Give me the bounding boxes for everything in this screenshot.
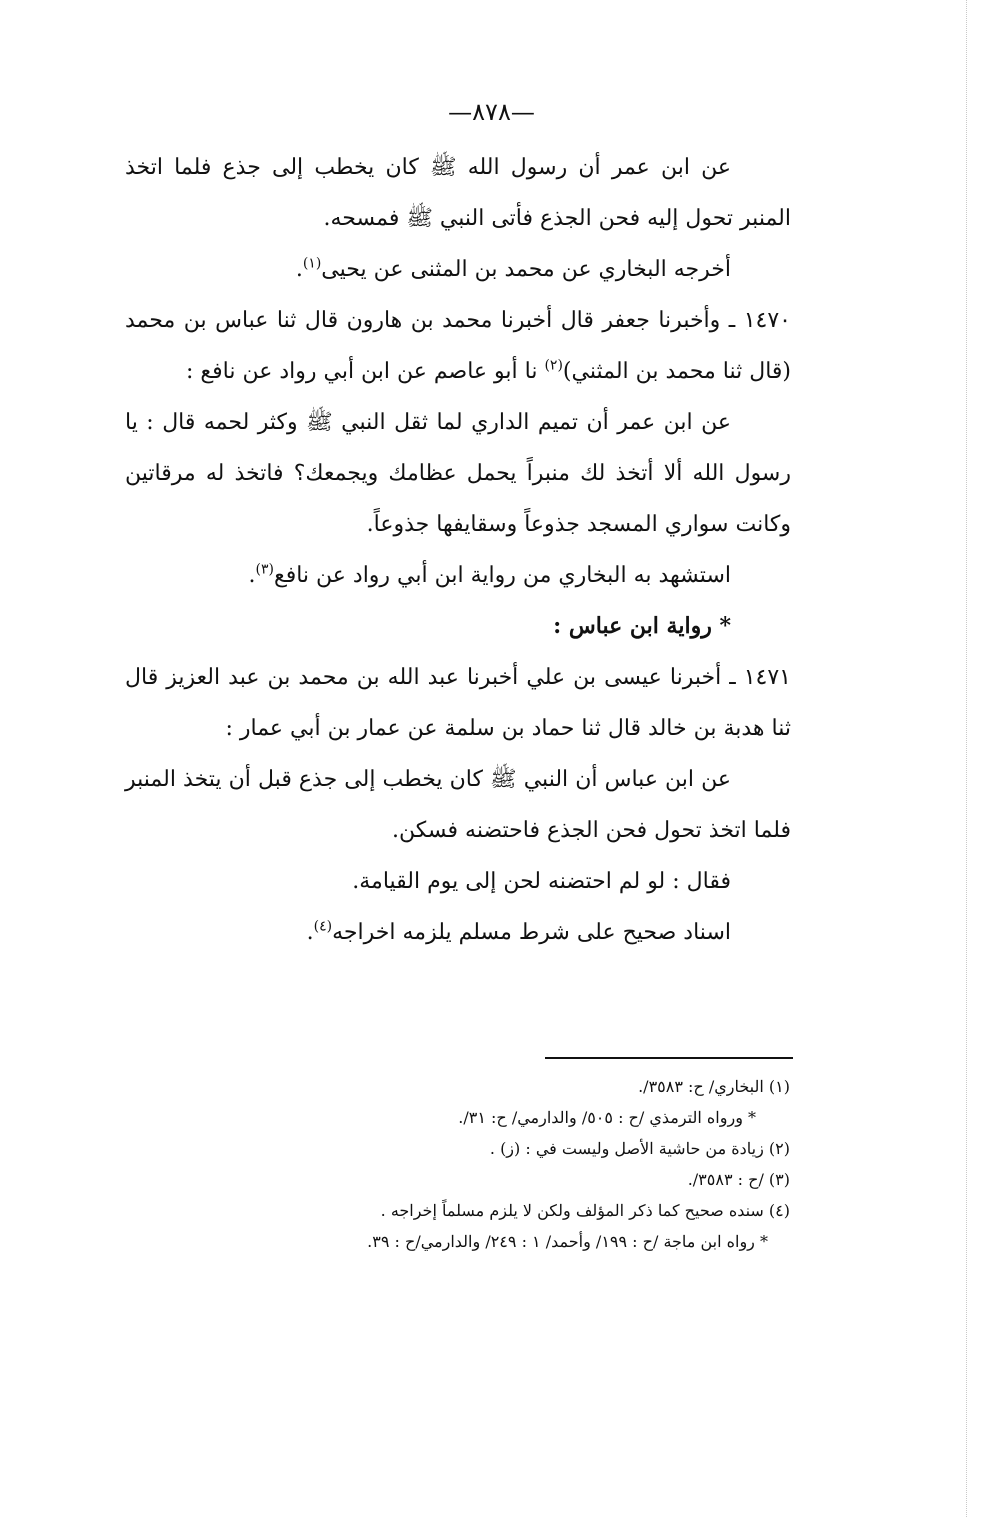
paragraph-istishhad [125, 550, 791, 601]
page-edge-line [966, 0, 967, 1517]
section-heading-ibn-abbas: * رواية ابن عباس : [553, 613, 731, 639]
page-number: —٨٧٨— [448, 98, 535, 126]
isnad-sahih-text: اسناد صحيح على شرط مسلم يلزمه اخراجه [332, 920, 731, 945]
footnote-ref-2: (٢) [544, 357, 563, 374]
footnotes [150, 1071, 790, 1257]
footnote-3: (٣) /ح : ٣٥٨٣/. [687, 1170, 790, 1189]
paragraph-isnad-1471: ١٤٧١ ـ أخبرنا عيسى بن علي أخبرنا عبد الله بن محمد بن عبد العزيز قال ثنا هدبة بن خالد قال ثنا حماد بن سلمة عن عمار بن أبي عمار : [125, 665, 791, 741]
paragraph-takhrij-bukhari [125, 244, 791, 295]
paragraph-hadith-tamim: عن ابن عمر أن تميم الداري لما ثقل النبي ﷺ وكثر لحمه قال : يا رسول الله ألا أتخذ لك منبراً يحمل عظامك ويجمعك؟ فاتخذ له مرقاتين وكانت سواري المسجد جذوعاً وسقايفها جذوعاً. [125, 410, 791, 537]
istishhad-end: . [248, 563, 256, 588]
footnote-4-addendum: * رواه ابن ماجة /ح : ١٩٩/ وأحمد/ ١ : ٢٤٩/ والدارمي/ح : ٣٩. [367, 1232, 768, 1251]
paragraph-isnad-sahih [125, 907, 791, 958]
isnad-1470-b: نا أبو عاصم عن ابن أبي رواد عن نافع : [186, 359, 545, 384]
isnad-1470-a: ١٤٧٠ ـ وأخبرنا جعفر قال أخبرنا محمد بن هارون قال ثنا عباس بن محمد (قال ثنا محمد بن المثني) [125, 308, 791, 384]
isnad-sahih-end: . [306, 920, 314, 945]
footnote-ref-4: (٤) [313, 918, 333, 935]
footnote-ref-3: (٣) [255, 561, 274, 578]
istishhad-text: استشهد به البخاري من رواية ابن أبي رواد عن نافع [273, 563, 731, 588]
footnote-2: (٢) زيادة من حاشية الأصل وليست في : (ز) . [489, 1139, 790, 1158]
paragraph-hadith-ibn-umar: عن ابن عمر أن رسول الله ﷺ كان يخطب إلى جذع فلما اتخذ المنبر تحول إليه فحن الجذع فأتى النبي ﷺ فمسحه. [125, 155, 791, 231]
paragraph-qala: فقال : لو لم احتضنه لحن إلى يوم القيامة. [352, 869, 731, 894]
main-text [125, 142, 791, 958]
takhrij-end: . [295, 257, 303, 282]
paragraph-hadith-ibn-abbas: عن ابن عباس أن النبي ﷺ كان يخطب إلى جذع قبل أن يتخذ المنبر فلما اتخذ تحول فحن الجذع فاحتضنه فسكن. [125, 767, 791, 843]
paragraph-isnad-1470 [125, 295, 791, 397]
footnote-separator [545, 1057, 793, 1059]
takhrij-text: أخرجه البخاري عن محمد بن المثنى عن يحيى [321, 257, 731, 282]
footnote-1: (١) البخاري/ ح: ٣٥٨٣/. [638, 1077, 790, 1096]
footnote-ref-1: (١) [302, 255, 322, 272]
footnote-4: (٤) سنده صحيح كما ذكر المؤلف ولكن لا يلزم مسلماً إخراجه . [380, 1201, 790, 1220]
footnote-1-addendum: * ورواه الترمذي /ح : ٥٠٥/ والدارمي/ ح: ٣١/. [458, 1108, 756, 1127]
